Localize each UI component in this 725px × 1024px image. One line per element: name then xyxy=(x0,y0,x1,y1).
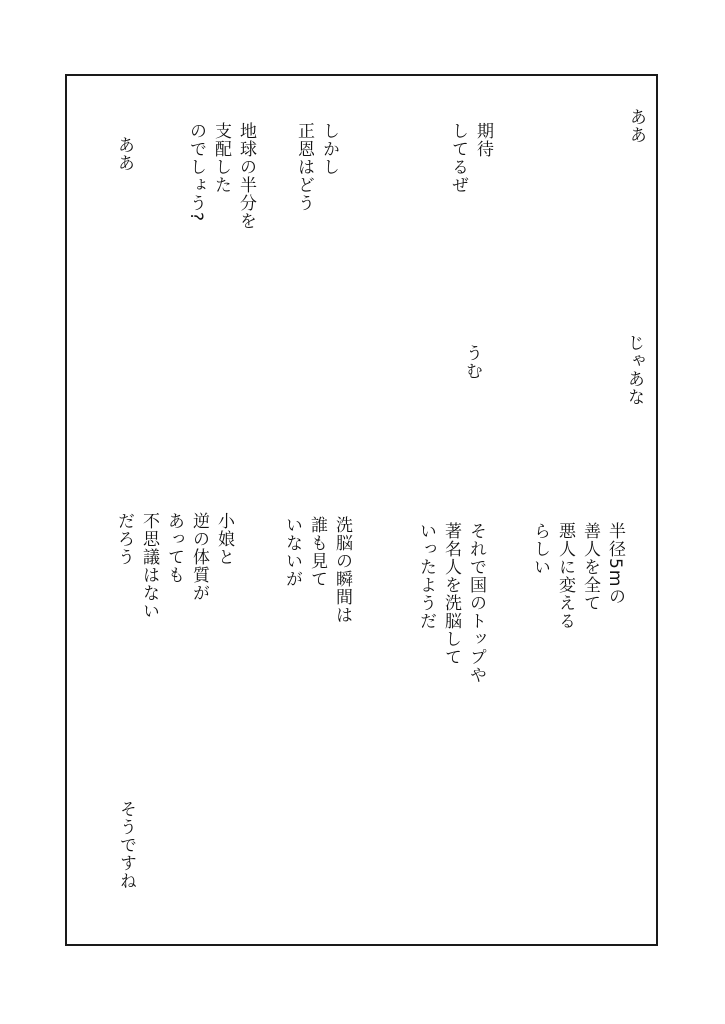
speech-line: 悪人に変える xyxy=(555,522,575,630)
speech-line: 善人を全て xyxy=(580,522,600,612)
speech-text-3 xyxy=(445,122,495,194)
speech-text-4 xyxy=(459,344,484,380)
speech-line: うむ xyxy=(462,344,482,380)
speech-text-8 xyxy=(527,522,627,630)
speech-line: らしい xyxy=(530,522,550,576)
speech-line: だろう xyxy=(114,512,134,566)
speech-text-11 xyxy=(111,512,236,620)
speech-line: あっても xyxy=(164,512,184,584)
speech-line: 逆の体質が xyxy=(189,512,209,602)
speech-line: ああ xyxy=(626,108,646,144)
speech-line: いったようだ xyxy=(416,522,436,630)
manga-panel-frame xyxy=(65,74,658,946)
speech-line: 小娘と xyxy=(214,512,234,566)
speech-line: のでしょう? xyxy=(186,122,206,223)
speech-text-7 xyxy=(111,136,136,172)
speech-text-1 xyxy=(623,108,648,144)
speech-text-9 xyxy=(413,522,488,684)
speech-line: 著名人を洗脳して xyxy=(441,522,461,666)
speech-line: しかし xyxy=(319,122,339,176)
speech-line: 期待 xyxy=(473,122,493,158)
speech-line: ああ xyxy=(114,136,134,172)
speech-line: してるぜ xyxy=(448,122,468,194)
speech-text-2 xyxy=(621,334,646,406)
speech-line: 半径5mの xyxy=(605,522,625,606)
speech-line: 正恩はどう xyxy=(294,122,314,212)
speech-line: 支配した xyxy=(211,122,231,194)
speech-text-5 xyxy=(291,122,341,212)
speech-line: 地球の半分を xyxy=(236,122,256,230)
speech-text-10 xyxy=(279,516,354,624)
speech-line: 不思議はない xyxy=(139,512,159,620)
speech-line: 誰も見て xyxy=(307,516,327,588)
speech-line: それで国のトップや xyxy=(466,522,486,684)
speech-line: じゃあな xyxy=(624,334,644,406)
speech-line: 洗脳の瞬間は xyxy=(332,516,352,624)
speech-line: そうですね xyxy=(116,800,136,890)
speech-line: いないが xyxy=(282,516,302,588)
speech-text-6 xyxy=(183,122,258,230)
speech-text-12 xyxy=(113,800,138,890)
